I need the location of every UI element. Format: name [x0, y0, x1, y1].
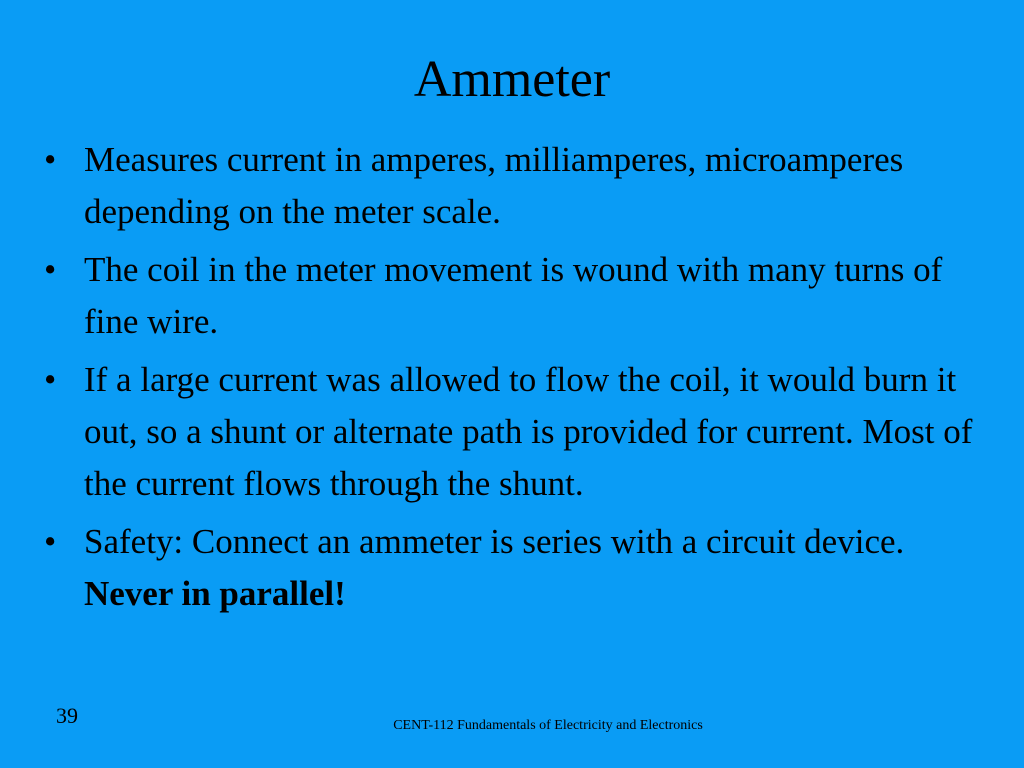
bullet-item	[44, 516, 984, 620]
bullet-text: If a large current was allowed to flow the coil, it would burn it out, so a shunt or alternate path is provided for current. Most of the current flows through the shunt.	[84, 360, 973, 503]
bullet-marker: •	[44, 250, 57, 289]
bullet-marker: •	[44, 140, 57, 179]
bullet-item	[44, 244, 984, 348]
bullet-item	[44, 354, 984, 510]
bullet-text: The coil in the meter movement is wound with many turns of fine wire.	[84, 250, 943, 341]
slide-title: Ammeter	[413, 51, 611, 108]
bullet-item	[44, 134, 984, 238]
page-number: 39	[56, 703, 78, 728]
bullet-text: Measures current in amperes, milliamperes, microamperes depending on the meter scale.	[84, 140, 904, 231]
slide-footer: CENT-112 Fundamentals of Electricity and Electronics	[393, 718, 703, 733]
bullet-marker: •	[44, 522, 57, 561]
bullet-text: Safety: Connect an ammeter is series with a circuit device.	[84, 522, 905, 561]
bullet-marker: •	[44, 360, 57, 399]
bullet-bold-text: Never in parallel!	[84, 574, 346, 613]
bullet-list	[44, 134, 984, 626]
